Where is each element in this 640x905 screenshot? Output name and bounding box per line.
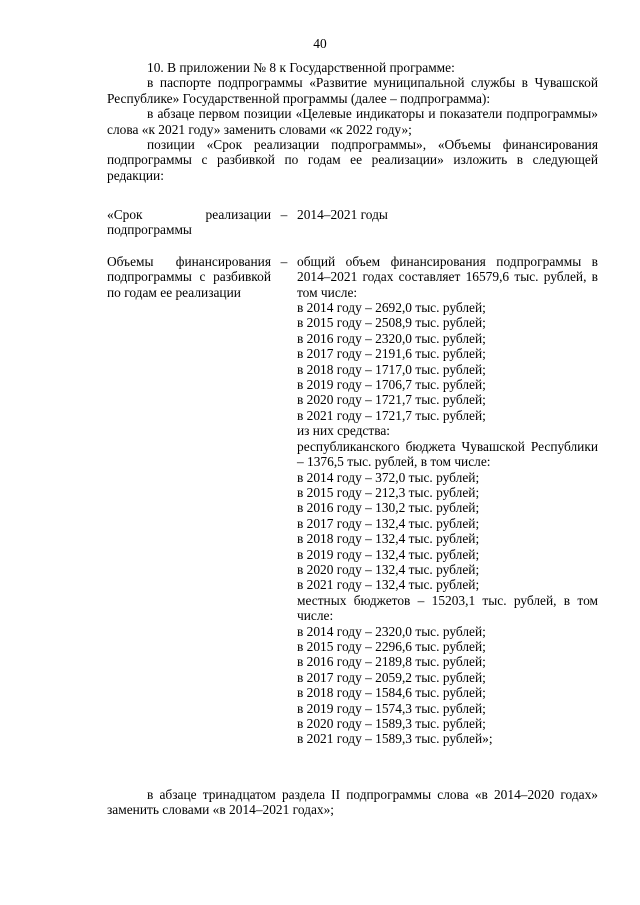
table-row xyxy=(107,207,598,238)
value-line: в 2015 году – 212,3 тыс. рублей; xyxy=(297,484,480,500)
row-label: «Срок реализации подпрограммы xyxy=(107,207,271,238)
intro-paragraph: в паспорте подпрограммы «Развитие муниципальной службы в Чувашской Республике» Государственной программы (далее – подпрограмма): xyxy=(107,75,598,106)
row-value xyxy=(297,207,598,238)
value-line: из них средства: xyxy=(297,423,391,439)
outro-section xyxy=(107,787,598,818)
row-dash: – xyxy=(280,207,288,222)
value-line: общий объем финансирования подпрограммы в 2014–2021 годах составляет 16579,6 тыс. рублей, в том числе: xyxy=(297,253,598,300)
intro-paragraph: в абзаце первом позиции «Целевые индикаторы и показатели подпрограммы» слова «к 2021 году» заменить словами «к 2022 году»; xyxy=(107,106,598,137)
value-line: в 2021 году – 132,4 тыс. рублей; xyxy=(297,577,480,593)
value-line: республиканского бюджета Чувашской Республики – 1376,5 тыс. рублей, в том числе: xyxy=(297,438,598,470)
value-line: в 2014 году – 372,0 тыс. рублей; xyxy=(297,469,480,485)
intro-paragraph: 10. В приложении № 8 к Государственной программе: xyxy=(147,60,455,75)
value-line: в 2019 году – 1706,7 тыс. рублей; xyxy=(297,377,486,393)
value-line: в 2016 году – 130,2 тыс. рублей; xyxy=(297,500,480,516)
value-line: в 2015 году – 2508,9 тыс. рублей; xyxy=(297,315,486,331)
value-line: в 2017 году – 132,4 тыс. рублей; xyxy=(297,515,480,531)
value-line: в 2019 году – 132,4 тыс. рублей; xyxy=(297,546,480,562)
row-label: Объемы финансирования подпрограммы с разбивкой по годам ее реализации xyxy=(107,253,271,300)
value-line: 2014–2021 годы xyxy=(297,207,388,222)
value-line: в 2016 году – 2320,0 тыс. рублей; xyxy=(297,330,486,346)
value-line: в 2014 году – 2320,0 тыс. рублей; xyxy=(297,623,486,639)
value-line: в 2018 году – 1584,6 тыс. рублей; xyxy=(297,685,486,701)
table-row xyxy=(107,254,598,747)
intro-section xyxy=(107,60,598,183)
value-line: в 2018 году – 132,4 тыс. рублей; xyxy=(297,531,480,547)
value-line: в 2016 году – 2189,8 тыс. рублей; xyxy=(297,654,486,670)
value-line: в 2014 году – 2692,0 тыс. рублей; xyxy=(297,300,486,316)
value-line: в 2021 году – 1721,7 тыс. рублей; xyxy=(297,407,486,423)
passport-table xyxy=(107,207,598,763)
row-value xyxy=(297,254,598,747)
outro-paragraph: в абзаце тринадцатом раздела II подпрограммы слова «в 2014–2020 годах» заменить словами «в 2014–2021 годах»; xyxy=(107,787,598,818)
value-line: в 2015 году – 2296,6 тыс. рублей; xyxy=(297,638,486,654)
row-dash: – xyxy=(280,253,288,269)
value-line: в 2020 году – 132,4 тыс. рублей; xyxy=(297,561,480,577)
value-line: в 2020 году – 1721,7 тыс. рублей; xyxy=(297,392,486,408)
value-line: в 2020 году – 1589,3 тыс. рублей; xyxy=(297,716,486,731)
value-line: в 2017 году – 2191,6 тыс. рублей; xyxy=(297,346,486,362)
value-line: в 2018 году – 1717,0 тыс. рублей; xyxy=(297,361,486,377)
intro-paragraph: позиции «Срок реализации подпрограммы», «Объемы финансирования подпрограммы с разбивкой по годам ее реализации» изложить в следующей редакции: xyxy=(107,137,598,183)
value-line: в 2017 году – 2059,2 тыс. рублей; xyxy=(297,669,486,685)
value-line: в 2021 году – 1589,3 тыс. рублей»; xyxy=(297,731,493,747)
page-number: 40 xyxy=(313,36,327,51)
value-line: местных бюджетов – 15203,1 тыс. рублей, в том числе: xyxy=(297,592,598,624)
value-line: в 2019 году – 1574,3 тыс. рублей; xyxy=(297,700,486,716)
